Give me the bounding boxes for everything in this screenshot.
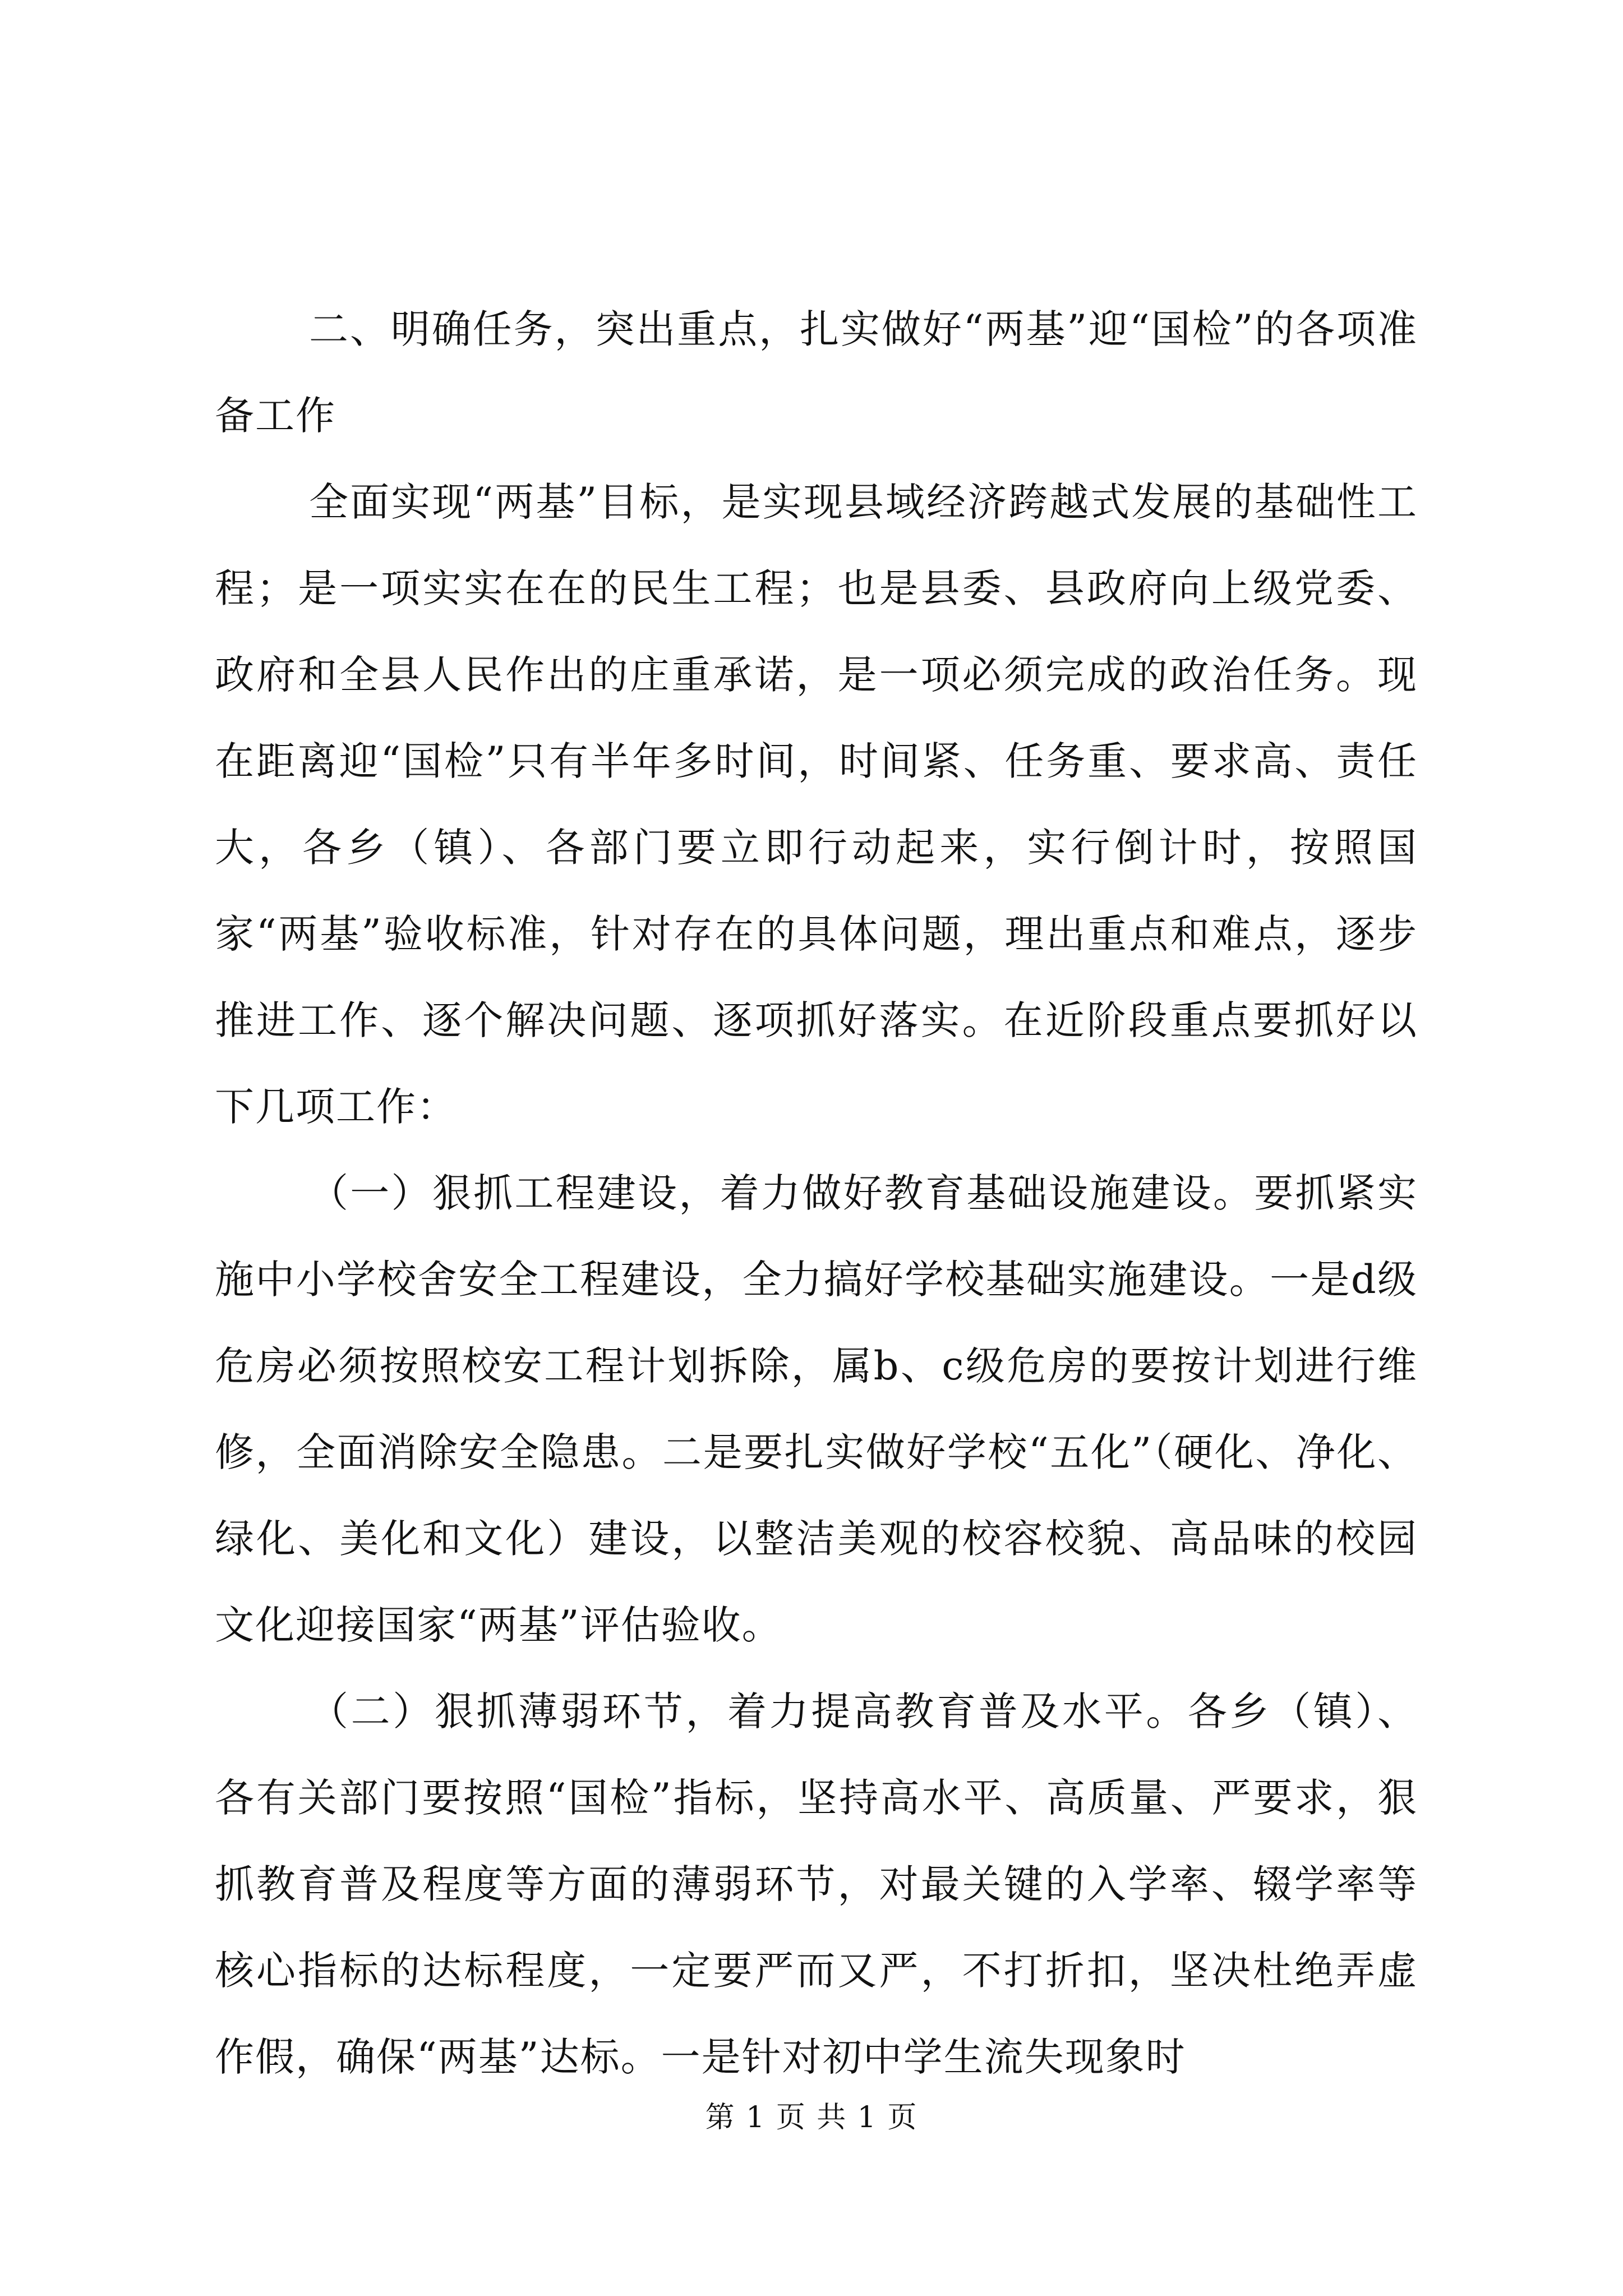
body-paragraph: （一）狠抓工程建设，着力做好教育基础设施建设。要抓紧实施中小学校舍安全工程建设，全力搞好学校基础实施建设。一是d级危房必须按照校安工程计划拆除，属b、c级危房的要按计划进行维修，全面消除安全隐患。二是要扎实做好学校“五化”（硬化、净化、绿化、美化和文化）建设，以整洁美观的校容校貌、高品味的校园文化迎接国家“两基”评估验收。 (215, 1170, 1418, 1648)
body-paragraph: （二）狠抓薄弱环节，着力提高教育普及水平。各乡（镇）、各有关部门要按照“国检”指标，坚持高水平、高质量、严要求，狠抓教育普及程度等方面的薄弱环节，对最关键的入学率、辍学率等核心指标的达标程度，一定要严而又严，不打折扣，坚决杜绝弄虚作假，确保“两基”达标。一是针对初中学生流失现象时 (215, 1688, 1418, 2080)
page-footer: 第 1 页 共 1 页 (705, 2101, 918, 2134)
section-heading-paragraph: 二、明确任务，突出重点，扎实做好“两基”迎“国检”的各项准备工作 (215, 306, 1418, 439)
document-body (215, 286, 1418, 2100)
body-paragraph: 全面实现“两基”目标，是实现县域经济跨越式发展的基础性工程；是一项实实在在的民生工程；也是县委、县政府向上级党委、政府和全县人民作出的庄重承诺，是一项必须完成的政治任务。现在距离迎“国检”只有半年多时间，时间紧、任务重、要求高、责任大，各乡（镇）、各部门要立即行动起来，实行倒计时，按照国家“两基”验收标准，针对存在的具体问题，理出重点和难点，逐步推进工作、逐个解决问题、逐项抓好落实。在近阶段重点要抓好以下几项工作： (215, 479, 1418, 1130)
